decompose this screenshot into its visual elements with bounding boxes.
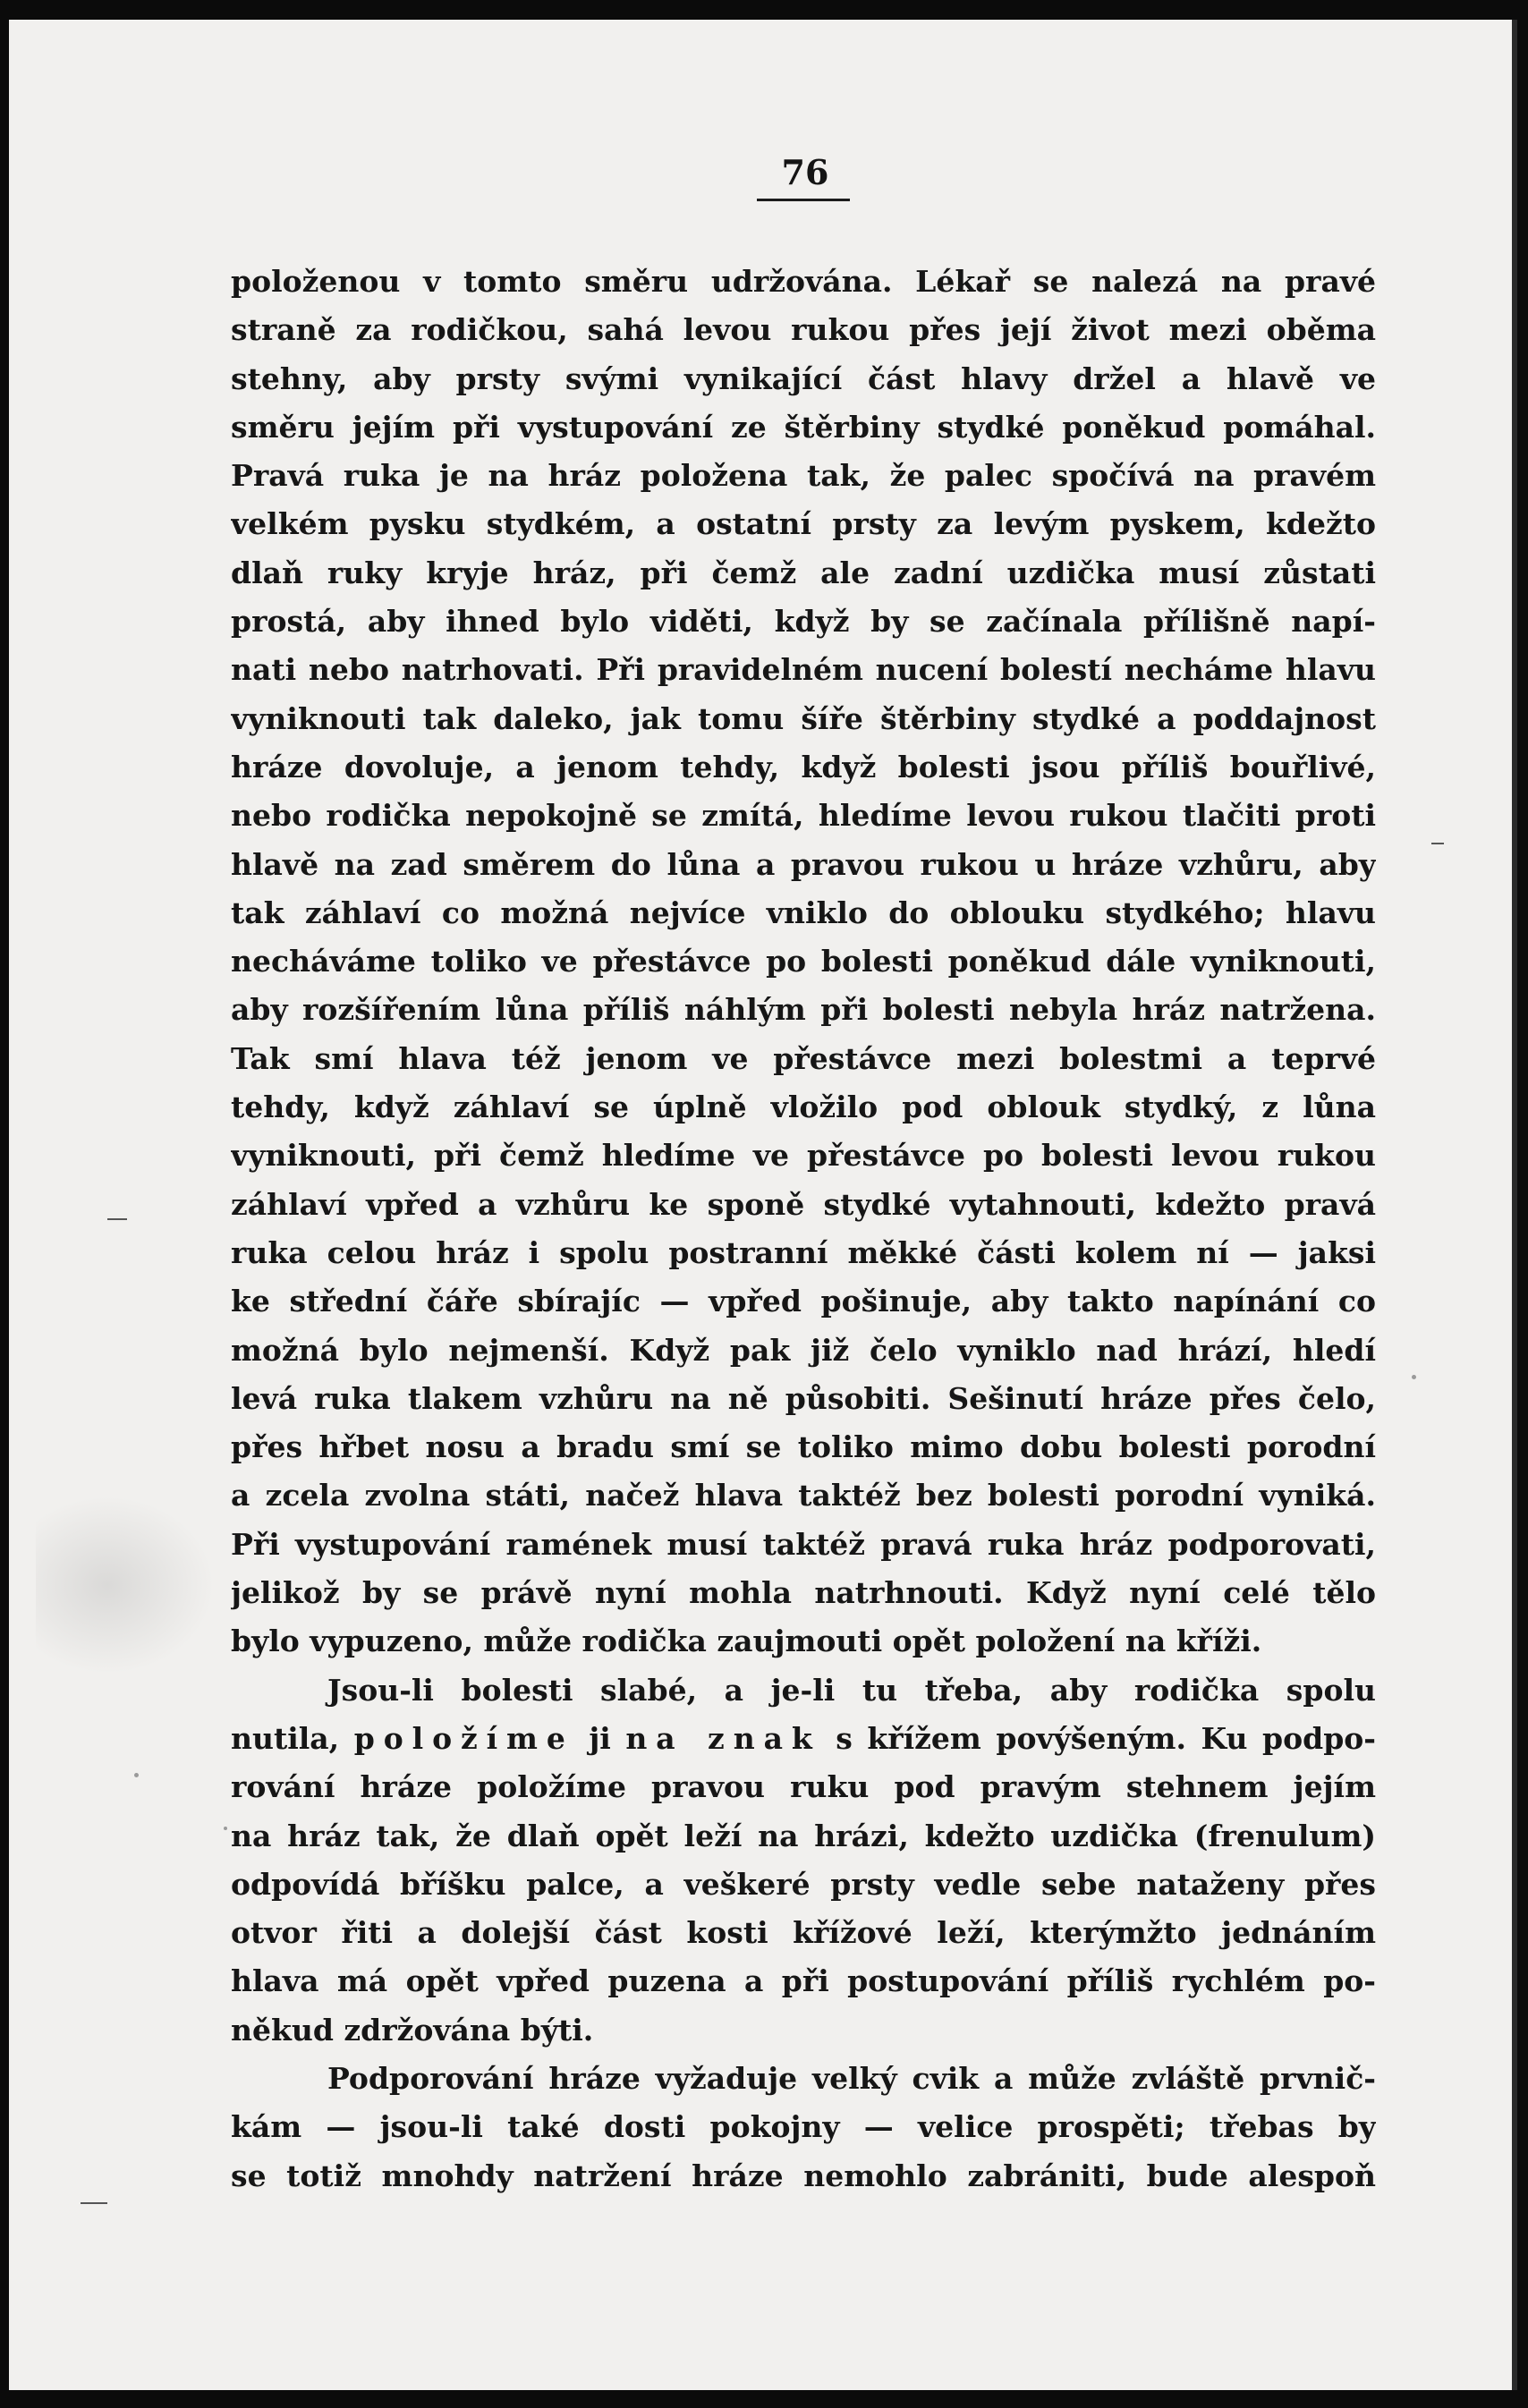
text-line: hlava má opět vpřed puzena a při postupování příliš rychlém po- bbox=[231, 1963, 1376, 1999]
scan-speck bbox=[134, 1773, 139, 1777]
text-line: prostá, aby ihned bylo viděti, když by se začínala přílišně napí- bbox=[231, 604, 1376, 640]
text-line: tak záhlaví co možná nejvíce vniklo do oblouku stydkého; hlavu bbox=[231, 895, 1376, 930]
text-line: Pravá ruka je na hráz položena tak, že palec spočívá na pravém bbox=[231, 458, 1376, 494]
text-line: stehny, aby prsty svými vynikající část hlavy držel a hlavě ve bbox=[231, 360, 1376, 396]
page-number-rule bbox=[757, 199, 850, 201]
text-line: položenou v tomto směru udržována. Lékař se nalezá na pravé bbox=[231, 264, 1376, 299]
text-line: záhlaví vpřed a vzhůru ke sponě stydké vytahnouti, kdežto pravá bbox=[231, 1186, 1376, 1222]
margin-mark bbox=[81, 2202, 107, 2204]
text-line: rování hráze položíme pravou ruku pod pravým stehnem jejím bbox=[231, 1769, 1376, 1805]
text-line: přes hřbet nosu a bradu smí se toliko mimo dobu bolesti porodní bbox=[231, 1429, 1376, 1465]
text-line: se totiž mnohdy natržení hráze nemohlo zabrániti, bude alespoň bbox=[231, 2158, 1376, 2193]
text-line: Jsou-li bolesti slabé, a je-li tu třeba, aby rodička spolu bbox=[327, 1672, 1376, 1708]
text-line: dlaň ruky kryje hráz, při čemž ale zadní uzdička musí zůstati bbox=[231, 555, 1376, 590]
text-line bbox=[231, 1715, 1376, 1763]
text-line: možná bylo nejmenší. Když pak již čelo vyniklo nad hrází, hledí bbox=[231, 1332, 1376, 1368]
text-line: straně za rodičkou, sahá levou rukou přes její život mezi oběma bbox=[231, 312, 1376, 348]
text-line: velkém pysku stydkém, a ostatní prsty za levým pyskem, kdežto bbox=[231, 506, 1376, 542]
scan-smudge bbox=[36, 1496, 215, 1675]
text-line: a zcela zvolna státi, načež hlava taktéž bez bolesti porodní vyniká. bbox=[231, 1478, 1376, 1513]
scan-speck bbox=[1412, 1375, 1416, 1379]
scan-border-top bbox=[0, 0, 1528, 20]
text-line: Tak smí hlava též jenom ve přestávce mezi bolestmi a teprvé bbox=[231, 1040, 1376, 1076]
text-line: ruka celou hráz i spolu postranní měkké části kolem ní — jaksi bbox=[231, 1234, 1376, 1270]
text-line: někud zdržována býti. bbox=[231, 2012, 594, 2048]
text-line: otvor řiti a dolejší část kosti křížové leží, kterýmžto jednáním bbox=[231, 1915, 1376, 1951]
text-line: nebo rodička nepokojně se zmítá, hledíme levou rukou tlačiti proti bbox=[231, 798, 1376, 834]
body-text bbox=[231, 258, 1376, 2200]
text-line: jelikož by se právě nyní mohla natrhnouti. Když nyní celé tělo bbox=[231, 1575, 1376, 1611]
margin-mark bbox=[1431, 843, 1444, 844]
text-line: Podporování hráze vyžaduje velký cvik a může zvláště prvnič- bbox=[327, 2060, 1376, 2096]
text-line: necháváme toliko ve přestávce po bolesti poněkud dále vyniknouti, bbox=[231, 944, 1376, 979]
text-span: ji bbox=[573, 1720, 626, 1756]
spaced-emphasis: položíme bbox=[353, 1720, 574, 1756]
text-line: směru jejím při vystupování ze štěrbiny stydké poněkud pomáhal. bbox=[231, 409, 1376, 445]
text-line: ke střední čáře sbírajíc — vpřed pošinuje, aby takto napínání co bbox=[231, 1284, 1376, 1319]
text-span: nutila, bbox=[231, 1720, 354, 1756]
text-line: hráze dovoluje, a jenom tehdy, když bolesti jsou příliš bouřlivé, bbox=[231, 749, 1376, 784]
text-span: s křížem povýšeným. Ku podpo- bbox=[820, 1720, 1376, 1756]
text-line: odpovídá bříšku palce, a veškeré prsty vedle sebe nataženy přes bbox=[231, 1866, 1376, 1902]
text-line: hlavě na zad směrem do lůna a pravou rukou u hráze vzhůru, aby bbox=[231, 846, 1376, 882]
text-line: kám — jsou-li také dosti pokojny — velice prospěti; třebas by bbox=[231, 2109, 1376, 2145]
text-line: aby rozšířením lůna příliš náhlým při bolesti nebyla hráz natržena. bbox=[231, 992, 1376, 1028]
page-number: 76 bbox=[781, 152, 829, 192]
text-line: tehdy, když záhlaví se úplně vložilo pod oblouk stydký, z lůna bbox=[231, 1090, 1376, 1125]
text-line: levá ruka tlakem vzhůru na ně působiti. Sešinutí hráze přes čelo, bbox=[231, 1380, 1376, 1416]
text-line: nati nebo natrhovati. Při pravidelném nucení bolestí necháme hlavu bbox=[231, 652, 1376, 688]
margin-mark bbox=[107, 1218, 127, 1220]
text-line: vyniknouti tak daleko, jak tomu šíře štěrbiny stydké a poddajnost bbox=[231, 700, 1376, 736]
text-line: vyniknouti, při čemž hledíme ve přestávce po bolesti levou rukou bbox=[231, 1138, 1376, 1174]
text-line: na hráz tak, že dlaň opět leží na hrázi, kdežto uzdička (frenulum) bbox=[231, 1818, 1376, 1853]
text-line: Při vystupování ramének musí taktéž pravá ruka hráz podporovati, bbox=[231, 1526, 1376, 1562]
spaced-emphasis: na znak bbox=[625, 1720, 821, 1756]
scan-speck bbox=[224, 1827, 227, 1830]
text-line: bylo vypuzeno, může rodička zaujmouti opět položení na kříži. bbox=[231, 1624, 1262, 1659]
